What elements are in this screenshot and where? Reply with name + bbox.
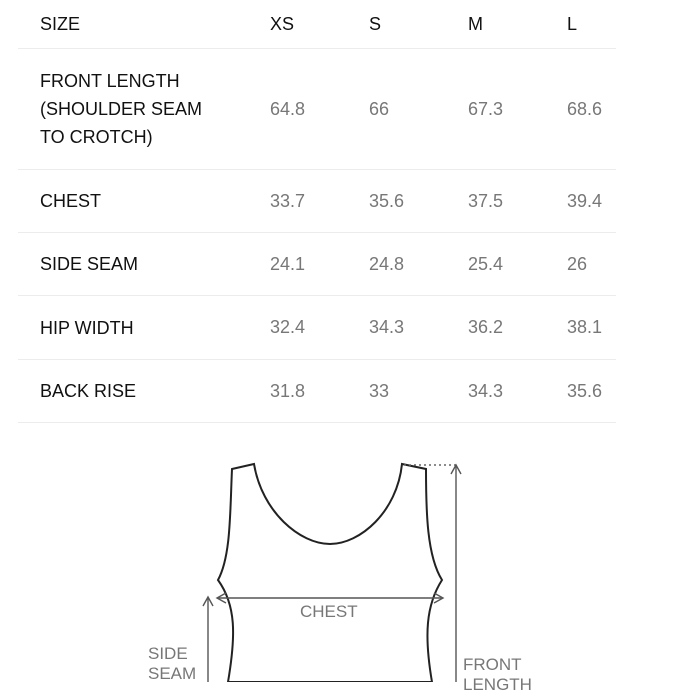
cell-m: 34.3 — [468, 380, 504, 401]
table-row-side-seam — [18, 233, 616, 296]
cell-l: 68.6 — [567, 98, 603, 119]
bodysuit-illustration — [0, 420, 682, 682]
row-label: HIP WIDTH — [40, 317, 134, 338]
cell-l: 26 — [567, 253, 588, 274]
header-l: L — [567, 13, 578, 34]
cell-s: 35.6 — [369, 190, 405, 211]
cell-m: 36.2 — [468, 317, 504, 337]
cell-s: 33 — [369, 380, 390, 401]
bodysuit-outline — [218, 464, 442, 682]
cell-xs: 64.8 — [270, 98, 306, 119]
cell-xs: 24.1 — [270, 253, 306, 274]
cell-s: 24.8 — [369, 253, 405, 274]
cell-xs: 32.4 — [270, 317, 306, 337]
front-length-label: FRONT LENGTH — [463, 655, 532, 694]
row-label: CHEST — [40, 191, 102, 211]
row-label: SIDE SEAM — [40, 254, 139, 274]
side-seam-label: SIDE SEAM — [148, 644, 197, 683]
garment-measurement-diagram — [0, 420, 682, 694]
table-header-row — [18, 0, 616, 49]
chest-label: CHEST — [300, 602, 358, 621]
table-row-front-length — [18, 49, 616, 170]
header-size: SIZE — [40, 14, 81, 34]
table-row-hip-width — [18, 296, 616, 360]
cell-m: 25.4 — [468, 253, 504, 274]
row-label: FRONT LENGTH (SHOULDER SEAM TO CROTCH) — [40, 71, 203, 147]
header-xs: XS — [270, 13, 295, 34]
cell-xs: 31.8 — [270, 380, 306, 401]
table-row-back-rise — [18, 360, 616, 423]
cell-l: 35.6 — [567, 380, 603, 401]
size-chart-table — [18, 0, 616, 423]
cell-s: 34.3 — [369, 317, 405, 337]
cell-l: 39.4 — [567, 190, 603, 211]
cell-xs: 33.7 — [270, 190, 306, 211]
header-s: S — [369, 13, 382, 34]
header-m: M — [468, 13, 483, 34]
cell-m: 37.5 — [468, 190, 504, 211]
cell-l: 38.1 — [567, 317, 603, 337]
table-row-chest — [18, 170, 616, 233]
row-label: BACK RISE — [40, 381, 137, 401]
cell-m: 67.3 — [468, 98, 504, 119]
cell-s: 66 — [369, 98, 390, 119]
